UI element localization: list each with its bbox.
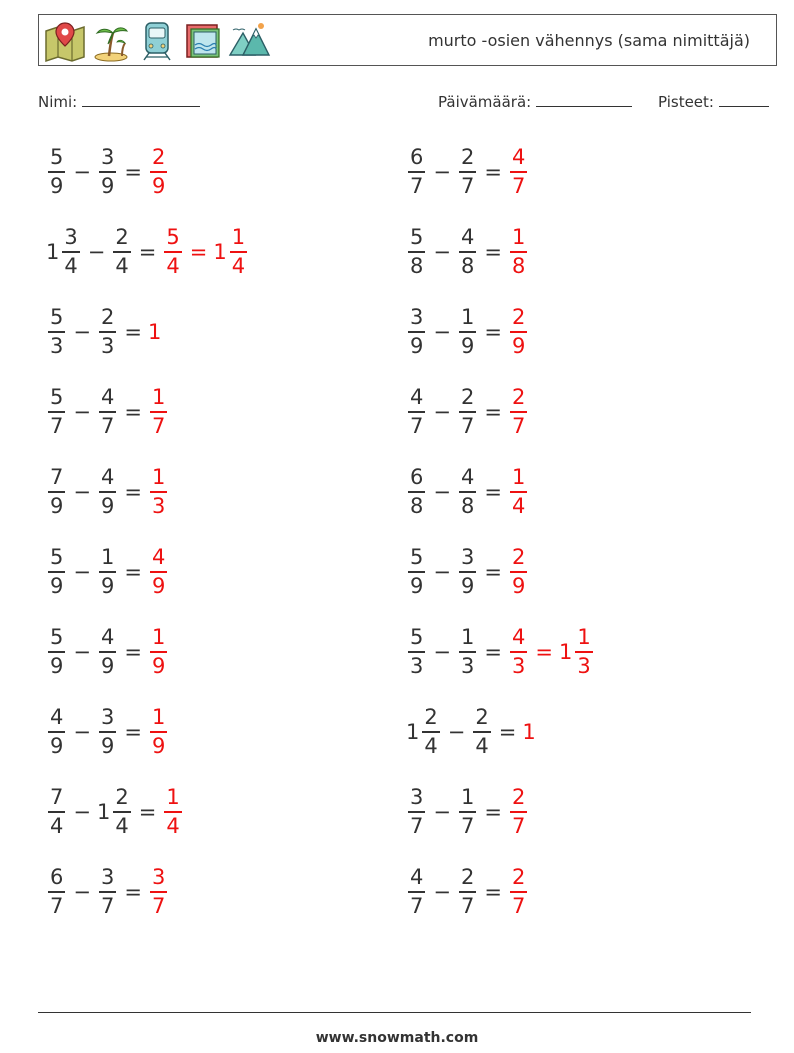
numerator: 1 xyxy=(511,465,526,490)
denominator: 9 xyxy=(511,573,526,598)
fraction xyxy=(473,707,490,757)
denominator: 9 xyxy=(50,173,64,198)
numerator: 2 xyxy=(460,385,475,410)
denominator: 9 xyxy=(511,333,526,358)
denominator: 7 xyxy=(511,813,526,838)
denominator: 7 xyxy=(511,893,526,918)
problem xyxy=(46,540,169,604)
minus-sign: − xyxy=(433,800,451,824)
problem xyxy=(406,540,529,604)
problem xyxy=(406,860,529,924)
equals-sign: = xyxy=(189,240,208,264)
name-blank xyxy=(82,92,200,107)
numerator: 7 xyxy=(50,785,64,810)
numerator: 5 xyxy=(50,145,64,170)
fraction xyxy=(48,867,65,917)
denominator: 7 xyxy=(410,813,424,838)
denominator: 4 xyxy=(231,253,246,278)
equals-sign: = xyxy=(124,720,142,744)
numerator: 4 xyxy=(511,145,526,170)
fraction xyxy=(459,467,476,517)
denominator: 9 xyxy=(460,573,475,598)
minus-sign: − xyxy=(87,240,106,264)
denominator: 7 xyxy=(460,413,475,438)
answer xyxy=(148,547,169,597)
answer xyxy=(508,147,529,197)
problem xyxy=(46,780,184,844)
date-label: Päivämäärä: xyxy=(438,93,532,111)
fraction xyxy=(422,707,439,757)
map-pin-icon xyxy=(43,19,87,63)
denominator: 4 xyxy=(50,813,64,838)
denominator: 7 xyxy=(100,893,115,918)
answer xyxy=(148,467,169,517)
fraction xyxy=(459,627,476,677)
numerator: 2 xyxy=(511,545,526,570)
minus-sign: − xyxy=(73,880,91,904)
numerator: 1 xyxy=(577,625,591,650)
fraction xyxy=(459,147,476,197)
denominator: 3 xyxy=(50,333,64,358)
fraction xyxy=(459,227,476,277)
answer xyxy=(162,227,249,277)
answer xyxy=(508,787,529,837)
fraction xyxy=(459,307,476,357)
minus-sign: − xyxy=(433,560,451,584)
denominator: 9 xyxy=(151,573,166,598)
fraction xyxy=(150,467,167,517)
problem xyxy=(46,220,249,284)
fraction xyxy=(230,227,247,277)
fraction xyxy=(408,467,425,517)
answer xyxy=(162,787,183,837)
minus-sign: − xyxy=(433,480,451,504)
problem xyxy=(406,780,529,844)
numerator: 2 xyxy=(100,305,115,330)
numerator: 4 xyxy=(460,465,475,490)
numerator: 4 xyxy=(410,865,424,890)
denominator: 8 xyxy=(410,253,424,278)
fraction xyxy=(164,787,181,837)
answer xyxy=(522,720,535,744)
footer-url: www.snowmath.com xyxy=(315,1030,479,1046)
denominator: 4 xyxy=(115,813,129,838)
palm-island-icon xyxy=(89,19,133,63)
problem xyxy=(46,700,169,764)
whole-number: 1 xyxy=(96,800,111,824)
fraction xyxy=(510,227,527,277)
numerator: 3 xyxy=(100,865,115,890)
problem xyxy=(406,460,529,524)
denominator: 3 xyxy=(577,653,591,678)
numerator: 2 xyxy=(511,785,526,810)
fraction xyxy=(408,147,425,197)
denominator: 3 xyxy=(410,653,424,678)
answer xyxy=(148,867,169,917)
numerator: 5 xyxy=(50,545,64,570)
denominator: 7 xyxy=(410,173,424,198)
numerator: 5 xyxy=(410,225,424,250)
fraction xyxy=(459,547,476,597)
denominator: 3 xyxy=(151,493,166,518)
numerator: 1 xyxy=(511,225,526,250)
denominator: 7 xyxy=(50,413,64,438)
problem xyxy=(46,140,169,204)
numerator: 3 xyxy=(151,865,166,890)
fraction xyxy=(459,787,476,837)
answer xyxy=(148,320,161,344)
answer xyxy=(508,227,529,277)
integer-answer: 1 xyxy=(147,320,162,344)
equals-sign: = xyxy=(484,480,502,504)
minus-sign: − xyxy=(73,720,91,744)
equals-sign: = xyxy=(498,720,517,744)
answer xyxy=(148,707,169,757)
equals-sign: = xyxy=(484,160,502,184)
denominator: 7 xyxy=(151,893,166,918)
numerator: 4 xyxy=(100,385,115,410)
worksheet-header xyxy=(38,14,777,66)
fraction xyxy=(99,307,116,357)
numerator: 3 xyxy=(410,785,424,810)
fraction xyxy=(150,387,167,437)
denominator: 7 xyxy=(511,413,526,438)
fraction xyxy=(48,787,65,837)
worksheet-title: murto -osien vähennys (sama nimittäjä) xyxy=(428,31,750,50)
numerator: 1 xyxy=(100,545,115,570)
fraction xyxy=(99,387,116,437)
problem xyxy=(406,140,529,204)
numerator: 1 xyxy=(151,625,166,650)
numerator: 3 xyxy=(410,305,424,330)
equals-sign: = xyxy=(484,560,502,584)
denominator: 7 xyxy=(460,173,475,198)
fraction xyxy=(150,547,167,597)
numerator: 4 xyxy=(511,625,526,650)
denominator: 9 xyxy=(100,653,115,678)
equals-sign: = xyxy=(484,240,502,264)
equals-sign: = xyxy=(124,160,142,184)
equals-sign: = xyxy=(484,320,502,344)
fraction xyxy=(510,547,527,597)
minus-sign: − xyxy=(433,400,451,424)
denominator: 9 xyxy=(151,173,166,198)
denominator: 9 xyxy=(151,653,166,678)
equals-sign: = xyxy=(124,320,142,344)
equals-sign: = xyxy=(484,640,502,664)
numerator: 5 xyxy=(410,625,424,650)
denominator: 4 xyxy=(64,253,78,278)
whole-number: 1 xyxy=(46,240,60,264)
numerator: 6 xyxy=(50,865,64,890)
equals-sign: = xyxy=(484,880,502,904)
denominator: 9 xyxy=(100,173,115,198)
numerator: 1 xyxy=(151,705,166,730)
numerator: 3 xyxy=(100,145,115,170)
numerator: 2 xyxy=(460,145,475,170)
denominator: 8 xyxy=(511,253,526,278)
problem xyxy=(46,860,169,924)
fraction xyxy=(48,547,65,597)
minus-sign: − xyxy=(447,720,466,744)
denominator: 4 xyxy=(475,733,489,758)
name-label: Nimi: xyxy=(38,93,78,111)
fraction xyxy=(99,547,116,597)
equals-sign: = xyxy=(138,240,157,264)
fraction xyxy=(510,147,527,197)
equals-sign: = xyxy=(124,880,142,904)
denominator: 9 xyxy=(151,733,166,758)
minus-sign: − xyxy=(73,640,91,664)
minus-sign: − xyxy=(73,320,91,344)
answer xyxy=(508,307,529,357)
problem xyxy=(46,380,169,444)
name-field xyxy=(38,92,200,111)
denominator: 7 xyxy=(410,893,424,918)
numerator: 1 xyxy=(231,225,246,250)
answer xyxy=(508,547,529,597)
numerator: 2 xyxy=(511,385,526,410)
denominator: 9 xyxy=(410,333,424,358)
problem xyxy=(46,620,169,684)
numerator: 1 xyxy=(460,785,475,810)
equals-sign: = xyxy=(138,800,157,824)
fraction xyxy=(459,867,476,917)
denominator: 8 xyxy=(460,493,475,518)
integer-answer: 1 xyxy=(522,720,536,744)
fraction xyxy=(99,627,116,677)
score-label: Pisteet: xyxy=(658,93,714,111)
numerator: 5 xyxy=(50,305,64,330)
denominator: 9 xyxy=(410,573,424,598)
equals-sign: = xyxy=(124,560,142,584)
problem xyxy=(46,460,169,524)
whole-number: 1 xyxy=(558,640,573,664)
denominator: 4 xyxy=(166,253,180,278)
numerator: 4 xyxy=(151,545,166,570)
numerator: 3 xyxy=(460,545,475,570)
minus-sign: − xyxy=(73,400,91,424)
denominator: 8 xyxy=(460,253,475,278)
denominator: 7 xyxy=(511,173,526,198)
fraction xyxy=(408,867,425,917)
fraction xyxy=(408,627,425,677)
fraction xyxy=(408,227,425,277)
numerator: 7 xyxy=(50,465,64,490)
denominator: 7 xyxy=(460,893,475,918)
minus-sign: − xyxy=(433,160,451,184)
denominator: 9 xyxy=(100,573,115,598)
numerator: 3 xyxy=(64,225,78,250)
numerator: 2 xyxy=(115,225,129,250)
denominator: 4 xyxy=(424,733,438,758)
mountain-icon xyxy=(227,19,271,63)
header-icons xyxy=(43,19,273,63)
postcard-icon xyxy=(181,19,225,63)
numerator: 5 xyxy=(166,225,180,250)
denominator: 3 xyxy=(460,653,475,678)
denominator: 7 xyxy=(50,893,64,918)
denominator: 9 xyxy=(100,493,115,518)
equals-sign: = xyxy=(535,640,553,664)
numerator: 1 xyxy=(151,385,166,410)
equals-sign: = xyxy=(124,400,142,424)
denominator: 7 xyxy=(410,413,424,438)
numerator: 2 xyxy=(511,305,526,330)
answer xyxy=(508,387,529,437)
fraction xyxy=(48,467,65,517)
denominator: 3 xyxy=(511,653,526,678)
fraction xyxy=(48,387,65,437)
denominator: 9 xyxy=(50,733,64,758)
denominator: 7 xyxy=(100,413,115,438)
minus-sign: − xyxy=(433,640,451,664)
denominator: 3 xyxy=(100,333,115,358)
fraction xyxy=(408,547,425,597)
equals-sign: = xyxy=(484,400,502,424)
denominator: 9 xyxy=(50,493,64,518)
numerator: 2 xyxy=(511,865,526,890)
equals-sign: = xyxy=(124,640,142,664)
fraction xyxy=(48,627,65,677)
denominator: 4 xyxy=(115,253,129,278)
denominator: 7 xyxy=(151,413,166,438)
numerator: 4 xyxy=(460,225,475,250)
fraction xyxy=(510,787,527,837)
answer xyxy=(508,467,529,517)
numerator: 6 xyxy=(410,465,424,490)
footer-divider xyxy=(38,1012,751,1013)
fraction xyxy=(99,707,116,757)
fraction xyxy=(62,227,79,277)
denominator: 9 xyxy=(50,653,64,678)
fraction xyxy=(510,467,527,517)
numerator: 4 xyxy=(50,705,64,730)
numerator: 5 xyxy=(50,625,64,650)
minus-sign: − xyxy=(73,480,91,504)
problem xyxy=(406,300,529,364)
fraction xyxy=(510,307,527,357)
problem xyxy=(46,300,161,364)
numerator: 1 xyxy=(166,785,180,810)
numerator: 1 xyxy=(460,625,475,650)
fraction xyxy=(150,867,167,917)
fraction xyxy=(113,227,130,277)
fraction xyxy=(48,307,65,357)
numerator: 2 xyxy=(151,145,166,170)
minus-sign: − xyxy=(73,800,91,824)
fraction xyxy=(99,467,116,517)
numerator: 5 xyxy=(50,385,64,410)
problem xyxy=(406,700,536,764)
numerator: 1 xyxy=(460,305,475,330)
fraction xyxy=(99,867,116,917)
numerator: 2 xyxy=(460,865,475,890)
fraction xyxy=(575,627,592,677)
fraction xyxy=(459,387,476,437)
fraction xyxy=(510,627,527,677)
fraction xyxy=(510,387,527,437)
problem xyxy=(406,380,529,444)
fraction xyxy=(164,227,181,277)
score-field xyxy=(658,92,769,111)
fraction xyxy=(150,627,167,677)
fraction xyxy=(150,147,167,197)
equals-sign: = xyxy=(484,800,502,824)
answer xyxy=(148,627,169,677)
minus-sign: − xyxy=(433,240,451,264)
fraction xyxy=(408,307,425,357)
date-blank xyxy=(536,92,632,107)
fraction xyxy=(510,867,527,917)
numerator: 4 xyxy=(100,625,115,650)
fraction xyxy=(99,147,116,197)
numerator: 5 xyxy=(410,545,424,570)
minus-sign: − xyxy=(73,560,91,584)
equals-sign: = xyxy=(124,480,142,504)
problem xyxy=(406,220,529,284)
numerator: 2 xyxy=(115,785,129,810)
fraction xyxy=(408,387,425,437)
train-icon xyxy=(135,19,179,63)
denominator: 9 xyxy=(460,333,475,358)
minus-sign: − xyxy=(73,160,91,184)
denominator: 4 xyxy=(511,493,526,518)
fraction xyxy=(408,787,425,837)
denominator: 8 xyxy=(410,493,424,518)
fraction xyxy=(150,707,167,757)
numerator: 4 xyxy=(410,385,424,410)
minus-sign: − xyxy=(433,880,451,904)
denominator: 7 xyxy=(460,813,475,838)
minus-sign: − xyxy=(433,320,451,344)
answer xyxy=(508,627,595,677)
numerator: 3 xyxy=(100,705,115,730)
numerator: 6 xyxy=(410,145,424,170)
numerator: 1 xyxy=(151,465,166,490)
answer xyxy=(508,867,529,917)
fraction xyxy=(48,707,65,757)
problem xyxy=(406,620,595,684)
denominator: 9 xyxy=(100,733,115,758)
whole-number: 1 xyxy=(213,240,227,264)
whole-number: 1 xyxy=(406,720,420,744)
fraction xyxy=(48,147,65,197)
numerator: 4 xyxy=(100,465,115,490)
denominator: 4 xyxy=(166,813,180,838)
answer xyxy=(148,147,169,197)
numerator: 2 xyxy=(424,705,438,730)
numerator: 2 xyxy=(475,705,489,730)
denominator: 9 xyxy=(50,573,64,598)
date-field xyxy=(438,92,632,111)
fraction xyxy=(113,787,130,837)
answer xyxy=(148,387,169,437)
score-blank xyxy=(719,92,769,107)
